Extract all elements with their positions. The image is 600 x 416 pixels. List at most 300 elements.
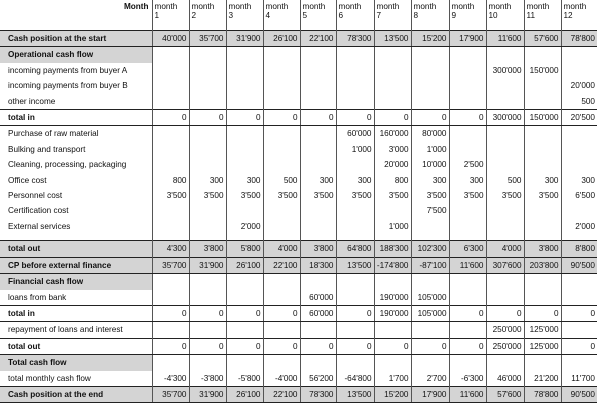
row-label: Certification cost	[8, 206, 69, 216]
value-cell: 150'000	[524, 110, 561, 126]
value-cell	[449, 219, 486, 234]
value-cell	[152, 126, 189, 142]
month-header	[226, 0, 263, 31]
month-word: month	[376, 2, 400, 11]
value-cell	[486, 355, 524, 371]
value-cell	[449, 274, 486, 290]
value-cell: 0	[411, 110, 449, 126]
value-cell	[524, 142, 561, 157]
month-number: 11	[526, 11, 535, 20]
value-cell	[263, 290, 300, 306]
month-header	[524, 0, 561, 31]
value-cell	[226, 47, 263, 63]
value-cell	[374, 94, 411, 110]
summary-row	[0, 110, 597, 126]
value-cell: 188'300	[374, 241, 411, 257]
value-cell	[336, 274, 374, 290]
summary-row	[0, 31, 597, 47]
value-cell	[449, 290, 486, 306]
value-cell	[486, 94, 524, 110]
value-cell	[336, 355, 374, 371]
value-cell	[189, 126, 226, 142]
value-cell: 300	[226, 173, 263, 188]
row-label: incoming payments from buyer A	[8, 65, 128, 75]
value-cell: 1'000	[374, 219, 411, 234]
value-cell	[226, 355, 263, 371]
value-cell	[561, 355, 597, 371]
value-cell	[152, 94, 189, 110]
value-cell: 4'300	[152, 241, 189, 257]
row-label: External services	[8, 221, 71, 231]
value-cell: 31'900	[189, 257, 226, 273]
value-cell: 2'000	[561, 219, 597, 234]
value-cell	[189, 47, 226, 63]
value-cell	[449, 203, 486, 218]
value-cell: 20'000	[561, 78, 597, 93]
value-cell	[411, 47, 449, 63]
value-cell	[524, 290, 561, 306]
value-cell: 90'500	[561, 386, 597, 402]
value-cell	[336, 290, 374, 306]
month-number: 5	[302, 11, 308, 20]
value-cell: 0	[336, 110, 374, 126]
section-row	[0, 47, 597, 63]
value-cell	[336, 63, 374, 78]
value-cell	[300, 78, 336, 93]
value-cell	[524, 355, 561, 371]
value-cell	[374, 322, 411, 338]
value-cell: -5'800	[226, 371, 263, 387]
value-cell: 0	[263, 110, 300, 126]
summary-row	[0, 257, 597, 273]
value-cell	[226, 142, 263, 157]
value-cell: -4'000	[263, 371, 300, 387]
value-cell: 78'800	[524, 386, 561, 402]
value-cell: 10'000	[411, 157, 449, 172]
month-number: 8	[413, 11, 419, 20]
value-cell: 17'900	[449, 31, 486, 47]
value-cell: 2'700	[411, 371, 449, 387]
month-number: 1	[154, 11, 160, 20]
value-cell: 20'000	[374, 157, 411, 172]
month-header	[152, 0, 189, 31]
row-label: total out	[0, 338, 152, 354]
value-cell: 11'600	[486, 31, 524, 47]
value-cell	[524, 203, 561, 218]
value-cell: -174'800	[374, 257, 411, 273]
value-cell	[411, 274, 449, 290]
value-cell	[411, 94, 449, 110]
value-cell: -3'800	[189, 371, 226, 387]
value-cell	[263, 78, 300, 93]
value-cell: 0	[300, 338, 336, 354]
value-cell	[152, 322, 189, 338]
month-number: 6	[338, 11, 344, 20]
value-cell	[263, 355, 300, 371]
row-label: total out	[0, 241, 152, 257]
value-cell: 800	[374, 173, 411, 188]
value-cell: 0	[152, 110, 189, 126]
month-header	[411, 0, 449, 31]
value-cell	[561, 290, 597, 306]
value-cell: 203'800	[524, 257, 561, 273]
value-cell	[300, 142, 336, 157]
value-cell: 90'500	[561, 257, 597, 273]
value-cell	[449, 78, 486, 93]
value-cell: 125'000	[524, 322, 561, 338]
value-cell	[486, 219, 524, 234]
value-cell: -4'300	[152, 371, 189, 387]
value-cell	[411, 322, 449, 338]
month-word: month	[563, 2, 587, 11]
value-cell	[524, 94, 561, 110]
value-cell	[300, 126, 336, 142]
value-cell: 18'300	[300, 257, 336, 273]
row-label: other income	[8, 96, 56, 106]
value-cell	[263, 63, 300, 78]
value-cell: 0	[152, 305, 189, 321]
value-cell	[374, 355, 411, 371]
value-cell	[524, 78, 561, 93]
value-cell	[486, 47, 524, 63]
value-cell: 1'000	[411, 142, 449, 157]
value-cell: 0	[561, 338, 597, 354]
header-label: Month	[123, 2, 149, 11]
value-cell: 46'000	[486, 371, 524, 387]
value-cell	[152, 142, 189, 157]
value-cell	[263, 142, 300, 157]
value-cell	[263, 157, 300, 172]
value-cell	[189, 219, 226, 234]
value-cell	[152, 47, 189, 63]
table-row	[0, 371, 597, 387]
value-cell	[263, 274, 300, 290]
value-cell: 57'600	[524, 31, 561, 47]
value-cell: 0	[263, 305, 300, 321]
value-cell: 0	[189, 305, 226, 321]
value-cell: 31'900	[189, 386, 226, 402]
value-cell: 105'000	[411, 290, 449, 306]
value-cell	[336, 94, 374, 110]
value-cell: 13'500	[374, 31, 411, 47]
value-cell	[300, 157, 336, 172]
value-cell	[152, 290, 189, 306]
section-title: Financial cash flow	[0, 274, 152, 290]
value-cell: 3'500	[524, 188, 561, 203]
value-cell: 0	[449, 305, 486, 321]
value-cell	[226, 274, 263, 290]
month-number: 10	[488, 11, 498, 20]
value-cell	[263, 94, 300, 110]
value-cell: 500	[486, 173, 524, 188]
value-cell: 11'700	[561, 371, 597, 387]
value-cell	[189, 355, 226, 371]
value-cell: 300	[336, 173, 374, 188]
row-label: Cash position at the end	[0, 386, 152, 402]
value-cell: 60'000	[300, 290, 336, 306]
value-cell: 500	[561, 94, 597, 110]
value-cell: 35'700	[189, 31, 226, 47]
month-word: month	[302, 2, 326, 11]
month-word: month	[526, 2, 550, 11]
value-cell	[374, 203, 411, 218]
row-label: CP before external finance	[0, 257, 152, 273]
value-cell: 26'100	[226, 257, 263, 273]
value-cell	[300, 322, 336, 338]
value-cell	[336, 219, 374, 234]
value-cell: 2'500	[449, 157, 486, 172]
row-label: loans from bank	[8, 292, 67, 302]
value-cell: 3'500	[411, 188, 449, 203]
value-cell: 17'900	[411, 386, 449, 402]
value-cell: 0	[226, 338, 263, 354]
value-cell	[189, 142, 226, 157]
row-label: Bulking and transport	[8, 144, 86, 154]
value-cell: 300	[524, 173, 561, 188]
value-cell: 1'700	[374, 371, 411, 387]
value-cell	[226, 290, 263, 306]
month-word: month	[228, 2, 252, 11]
value-cell	[300, 63, 336, 78]
value-cell	[336, 322, 374, 338]
value-cell	[152, 157, 189, 172]
value-cell: -64'800	[336, 371, 374, 387]
value-cell	[449, 126, 486, 142]
value-cell: -6'300	[449, 371, 486, 387]
value-cell: 0	[374, 110, 411, 126]
month-number: 9	[451, 11, 457, 20]
value-cell: 15'200	[411, 31, 449, 47]
value-cell	[152, 219, 189, 234]
value-cell	[449, 63, 486, 78]
value-cell: 0	[336, 338, 374, 354]
value-cell: 190'000	[374, 290, 411, 306]
section-title: Total cash flow	[0, 355, 152, 371]
value-cell: 3'500	[300, 188, 336, 203]
month-header	[189, 0, 226, 31]
value-cell: 0	[226, 110, 263, 126]
row-label: Cash position at the start	[0, 31, 152, 47]
section-title: Operational cash flow	[0, 47, 152, 63]
value-cell	[226, 203, 263, 218]
value-cell: 3'500	[263, 188, 300, 203]
value-cell: 11'600	[449, 386, 486, 402]
value-cell	[189, 78, 226, 93]
value-cell	[449, 47, 486, 63]
month-header	[263, 0, 300, 31]
value-cell: 20'500	[561, 110, 597, 126]
value-cell: 31'900	[226, 31, 263, 47]
month-number: 7	[376, 11, 382, 20]
value-cell	[189, 290, 226, 306]
table-row	[0, 322, 597, 338]
table-row	[0, 219, 597, 234]
value-cell: 6'300	[449, 241, 486, 257]
table-row	[0, 142, 597, 157]
value-cell	[486, 78, 524, 93]
value-cell: 6'500	[561, 188, 597, 203]
value-cell	[486, 290, 524, 306]
value-cell: 0	[336, 305, 374, 321]
value-cell	[152, 63, 189, 78]
month-header	[374, 0, 411, 31]
value-cell	[561, 126, 597, 142]
value-cell	[449, 94, 486, 110]
value-cell	[152, 274, 189, 290]
value-cell: 40'000	[152, 31, 189, 47]
month-header	[449, 0, 486, 31]
value-cell: 3'500	[226, 188, 263, 203]
value-cell	[411, 78, 449, 93]
value-cell: 300	[561, 173, 597, 188]
value-cell	[486, 274, 524, 290]
value-cell: 0	[449, 110, 486, 126]
table-row	[0, 126, 597, 142]
value-cell	[226, 94, 263, 110]
month-word: month	[191, 2, 215, 11]
month-number: 2	[191, 11, 197, 20]
row-label: total in	[0, 305, 152, 321]
summary-row	[0, 386, 597, 402]
value-cell: 60'000	[336, 126, 374, 142]
value-cell: 60'000	[300, 305, 336, 321]
value-cell: 0	[263, 338, 300, 354]
value-cell: 3'500	[189, 188, 226, 203]
value-cell: 64'800	[336, 241, 374, 257]
value-cell	[486, 157, 524, 172]
value-cell: 3'500	[152, 188, 189, 203]
value-cell	[449, 142, 486, 157]
value-cell	[336, 78, 374, 93]
value-cell: 56'200	[300, 371, 336, 387]
month-word: month	[265, 2, 289, 11]
value-cell: 22'100	[263, 386, 300, 402]
value-cell: 300'000	[486, 63, 524, 78]
value-cell: 78'300	[300, 386, 336, 402]
value-cell	[374, 78, 411, 93]
value-cell: 8'800	[561, 241, 597, 257]
value-cell: 0	[524, 305, 561, 321]
table-row	[0, 188, 597, 203]
value-cell: 300	[189, 173, 226, 188]
value-cell: 3'800	[524, 241, 561, 257]
value-cell	[263, 322, 300, 338]
month-word: month	[154, 2, 178, 11]
value-cell	[374, 63, 411, 78]
value-cell	[449, 322, 486, 338]
value-cell	[300, 203, 336, 218]
month-number: 3	[228, 11, 234, 20]
value-cell: 300	[449, 173, 486, 188]
value-cell	[486, 203, 524, 218]
value-cell	[189, 274, 226, 290]
value-cell: 300'000	[486, 110, 524, 126]
table-row	[0, 94, 597, 110]
value-cell: 0	[152, 338, 189, 354]
value-cell: 3'500	[449, 188, 486, 203]
value-cell	[189, 94, 226, 110]
value-cell	[189, 322, 226, 338]
month-word: month	[338, 2, 362, 11]
value-cell	[561, 274, 597, 290]
value-cell: 190'000	[374, 305, 411, 321]
row-label: incoming payments from buyer B	[8, 81, 128, 91]
value-cell: 4'000	[263, 241, 300, 257]
value-cell: 3'800	[300, 241, 336, 257]
value-cell: 22'100	[263, 257, 300, 273]
value-cell	[263, 203, 300, 218]
value-cell	[300, 355, 336, 371]
value-cell	[524, 274, 561, 290]
table-row	[0, 157, 597, 172]
month-number: 4	[265, 11, 271, 20]
value-cell: -87'100	[411, 257, 449, 273]
value-cell: 125'000	[524, 338, 561, 354]
value-cell	[524, 219, 561, 234]
table-row	[0, 290, 597, 306]
summary-row	[0, 338, 597, 354]
value-cell: 0	[449, 338, 486, 354]
value-cell	[374, 47, 411, 63]
value-cell	[189, 63, 226, 78]
value-cell	[189, 203, 226, 218]
value-cell	[524, 157, 561, 172]
value-cell	[152, 78, 189, 93]
row-label: repayment of loans and interest	[8, 325, 123, 335]
value-cell	[263, 126, 300, 142]
value-cell: 150'000	[524, 63, 561, 78]
value-cell: 0	[189, 110, 226, 126]
value-cell	[300, 219, 336, 234]
value-cell	[226, 63, 263, 78]
value-cell: 21'200	[524, 371, 561, 387]
value-cell: 78'800	[561, 31, 597, 47]
value-cell	[524, 47, 561, 63]
value-cell: 13'500	[336, 386, 374, 402]
month-word: month	[413, 2, 437, 11]
value-cell	[486, 142, 524, 157]
summary-row	[0, 305, 597, 321]
value-cell: 0	[486, 305, 524, 321]
value-cell: 307'600	[486, 257, 524, 273]
value-cell: 15'200	[374, 386, 411, 402]
header-row	[0, 0, 597, 31]
value-cell: 0	[226, 305, 263, 321]
value-cell	[226, 157, 263, 172]
value-cell: 78'300	[336, 31, 374, 47]
table-row	[0, 78, 597, 93]
table-row	[0, 203, 597, 218]
value-cell	[226, 322, 263, 338]
row-label: Office cost	[8, 175, 47, 185]
value-cell	[411, 355, 449, 371]
value-cell: 22'100	[300, 31, 336, 47]
value-cell	[561, 157, 597, 172]
value-cell: 7'500	[411, 203, 449, 218]
value-cell	[486, 126, 524, 142]
value-cell	[263, 219, 300, 234]
row-label: total in	[0, 110, 152, 126]
value-cell: 0	[300, 110, 336, 126]
value-cell: 4'000	[486, 241, 524, 257]
table-row	[0, 173, 597, 188]
value-cell: 3'800	[189, 241, 226, 257]
month-word: month	[488, 2, 512, 11]
month-header	[561, 0, 597, 31]
month-header	[336, 0, 374, 31]
value-cell	[336, 203, 374, 218]
value-cell: 300	[300, 173, 336, 188]
